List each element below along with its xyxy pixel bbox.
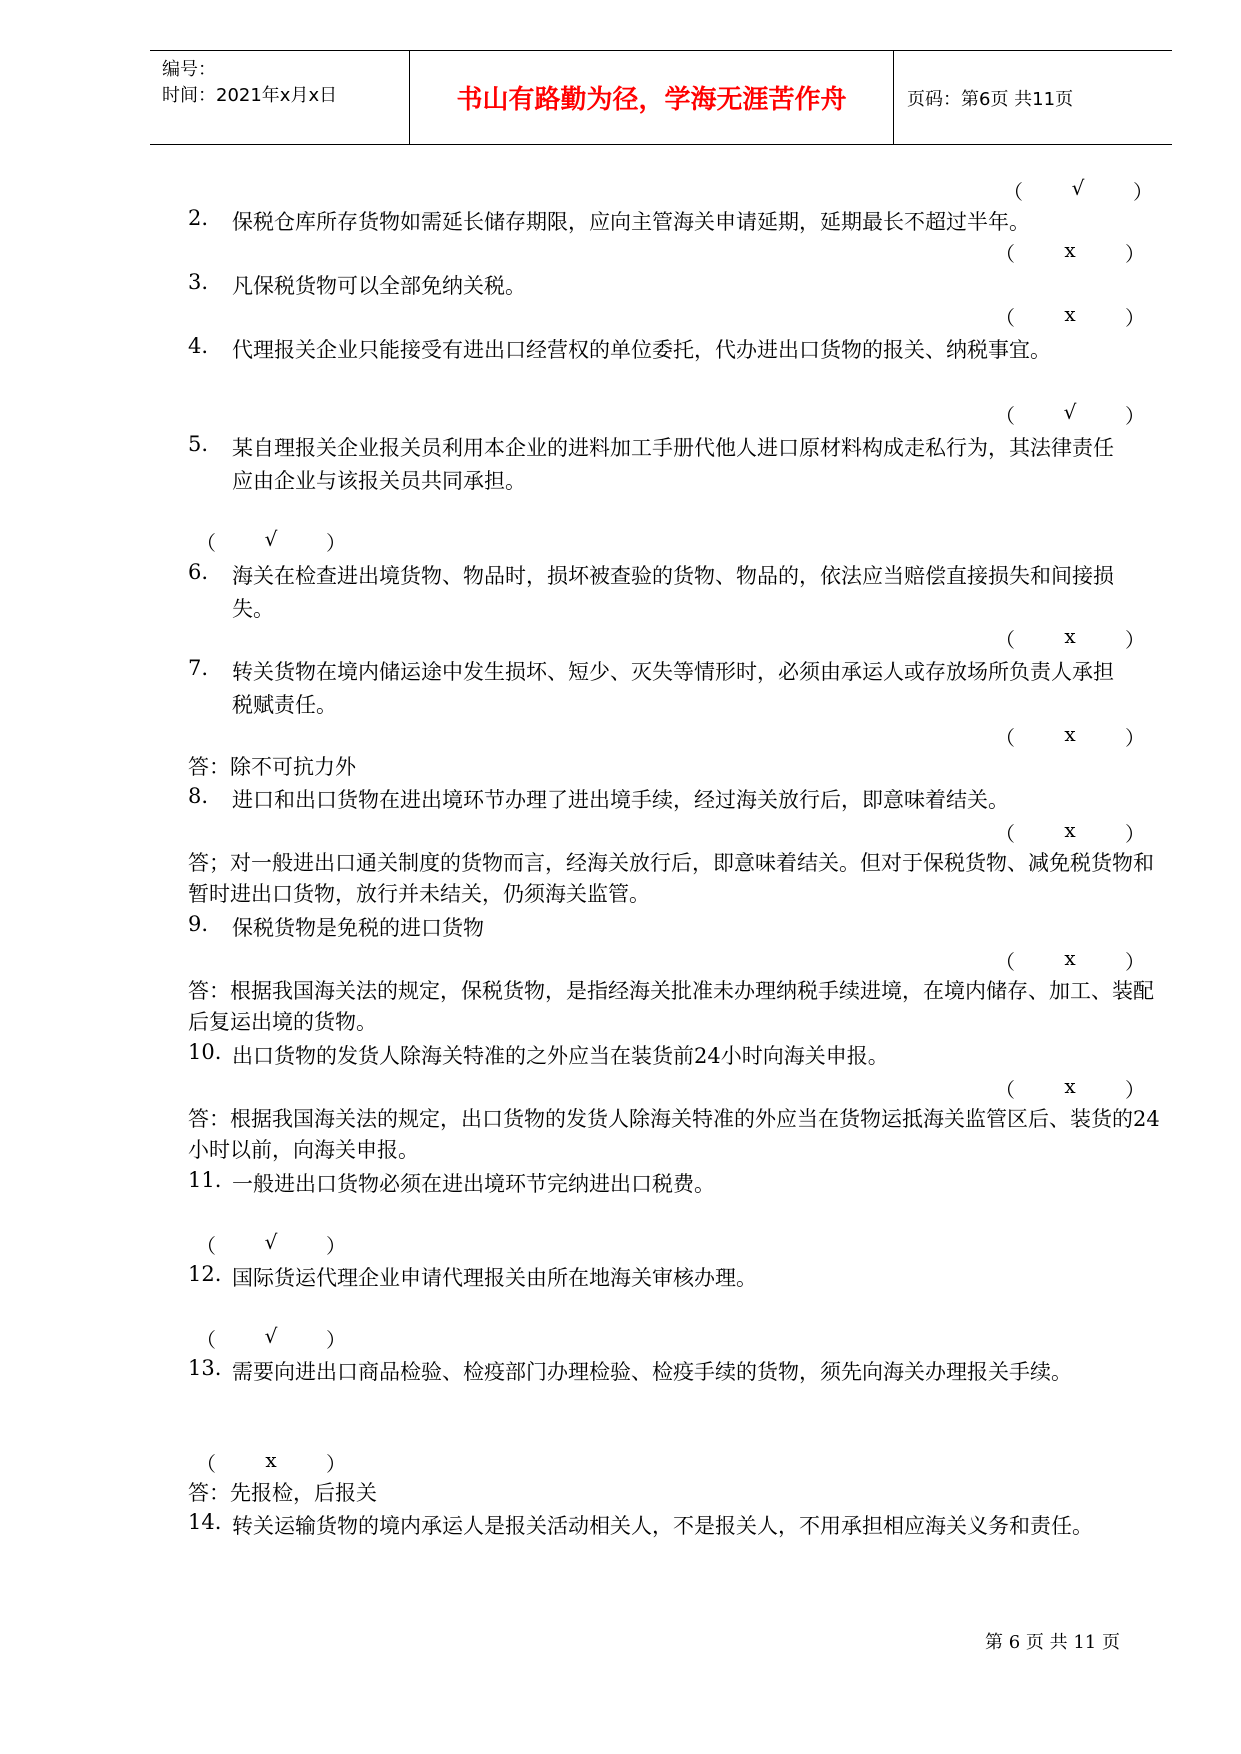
answer-text: 答；对一般进出口通关制度的货物而言，经海关放行后，即意味着结关。但对于保税货物、减免税货物和暂时进出口货物，放行并未结关，仍须海关监管。 — [188, 851, 1154, 906]
answer-text: 答：除不可抗力外 — [188, 755, 356, 779]
header-motto: 书山有路勤为径，学海无涯苦作舟 — [409, 51, 894, 144]
page-footer: 第 6 页 共 11 页 — [985, 1632, 1120, 1653]
answer-text: 答：根据我国海关法的规定，出口货物的发货人除海关特准的外应当在货物运抵海关监管区后、装货的24小时以前，向海关申报。 — [188, 1107, 1160, 1162]
answer-text: 答：根据我国海关法的规定，保税货物，是指经海关批准未办理纳税手续进境，在境内储存、加工、装配后复运出境的货物。 — [188, 979, 1154, 1034]
answer-text: 答：先报检，后报关 — [188, 1481, 377, 1505]
document-number-label: 编号： — [162, 59, 216, 80]
header-page-label: 页码：第6页 共11页 — [907, 89, 1074, 110]
page-header — [150, 50, 1172, 145]
document-time-label: 时间：2021年x月x日 — [162, 85, 338, 106]
header-info — [162, 57, 337, 109]
